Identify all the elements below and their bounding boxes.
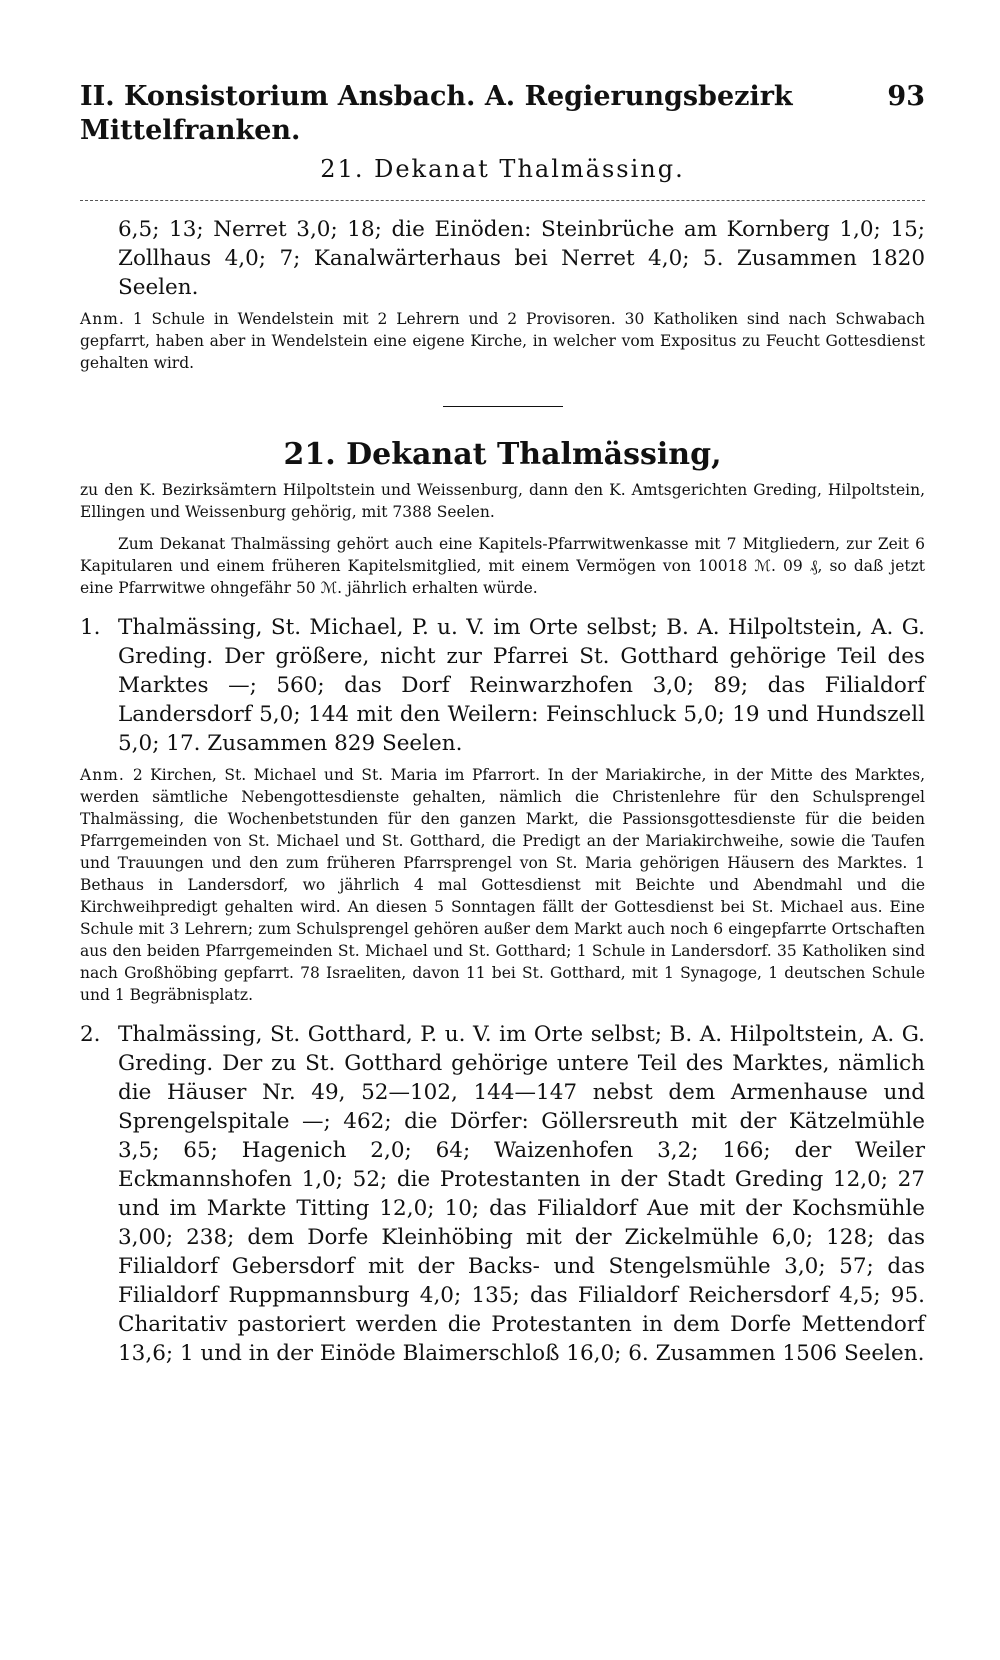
running-head-subtitle: 21. Dekanat Thalmässing. [320, 155, 685, 183]
entry-text: Thalmässing, St. Gotthard, P. u. V. im Orte selbst; B. A. Hilpoltstein, A. G. Greding. Der zu St. Gotthard gehörige untere Teil des Marktes, nämlich die Häuser Nr. 49, 52—102, 144—147 nebst dem Armenhause und Sprengelspitale —; 462; die Dörfer: Göllersreuth mit der Kätzelmühle 3,5; 65; Hagenich 2,0; 64; Waizenhofen 3,2; 166; der Weiler Eckmannshofen 1,0; 52; die Protestanten in der Stadt Greding 12,0; 27 und im Markte Titting 12,0; 10; das Filialdorf Aue mit der Kochsmühle 3,00; 238; dem Dorfe Kleinhöbing mit der Zickelmühle 6,0; 128; das Filialdorf Gebersdorf mit der Backs- und Stengelsmühle 3,0; 57; das Filialdorf Ruppmannsburg 4,0; 135; das Filialdorf Reichersdorf 4,5; 95. Charitativ pastoriert werden die Protestanten in dem Dorfe Mettendorf 13,6; 1 und in der Einöde Blaimerschloß 16,0; 6. Zusammen 1506 Seelen. [118, 1022, 925, 1366]
section-divider [443, 406, 563, 407]
entry-note [80, 764, 925, 1006]
continuation-paragraph: 6,5; 13; Nerret 3,0; 18; die Einöden: Steinbrüche am Kornberg 1,0; 15; Zollhaus 4,0; 7; Kanalwärterhaus bei Nerret 4,0; 5. Zusammen 1820 Seelen. [118, 217, 925, 300]
section-subtitle: zu den K. Bezirksämtern Hilpoltstein und Weissenburg, dann den K. Amtsgerichten Greding, Hilpoltstein, Ellingen und Weissenburg gehörig, mit 7388 Seelen. [80, 481, 925, 521]
list-item [80, 1020, 925, 1368]
note-label: Anm. [80, 310, 125, 328]
entry-number: 2. [80, 1022, 101, 1047]
continuation-note [80, 308, 925, 374]
entry-text: Thalmässing, St. Michael, P. u. V. im Orte selbst; B. A. Hilpoltstein, A. G. Greding. Der größere, nicht zur Pfarrei St. Gotthard gehörige Teil des Marktes —; 560; das Dorf Reinwarzhofen 3,0; 89; das Filialdorf Landersdorf 5,0; 144 mit den Weilern: Feinschluck 5,0; 19 und Hundszell 5,0; 17. Zusammen 829 Seelen. [118, 615, 925, 756]
note-text: 2 Kirchen, St. Michael und St. Maria im Pfarrort. In der Mariakirche, in der Mitte des Marktes, werden sämtliche Nebengottesdienste gehalten, nämlich die Christenlehre für den Schulsprengel Thalmässing, die Wochenbetstunden für den ganzen Markt, die Passionsgottesdienste für die beiden Pfarrgemeinden von St. Michael und St. Gotthard, die Predigt an der Mariakirchweihe, sowie die Taufen und Trauungen und den zum früheren Pfarrsprengel von St. Maria gehörigen Häusern des Marktes. 1 Bethaus in Landersdorf, wo jährlich 4 mal Gottesdienst mit Beichte und Abendmahl und die Kirchweihpredigt gehalten wird. An diesen 5 Sonntagen fällt der Gottesdienst bei St. Michael aus. Eine Schule mit 3 Lehrern; zum Schulsprengel gehören außer dem Markt auch noch 6 eingepfarrte Ortschaften aus den beiden Pfarrgemeinden St. Michael und St. Gotthard; 1 Schule in Landersdorf. 35 Katholiken sind nach Großhöbing gepfarrt. 78 Israeliten, davon 11 bei St. Gotthard, mit 1 Synagoge, 1 deutschen Schule und 1 Begräbnisplatz. [80, 766, 925, 1004]
note-label: Anm. [80, 766, 125, 784]
book-page [80, 80, 925, 1368]
entry-number: 1. [80, 615, 101, 640]
running-head [80, 80, 925, 148]
section-intro: Zum Dekanat Thalmässing gehört auch eine Kapitels-Pfarrwitwenkasse mit 7 Mitgliedern, zur Zeit 6 Kapitularen und einem früheren Kapitelsmitglied, mit einem Vermögen von 10018 ℳ. 09 ₰, so daß jetzt eine Pfarrwitwe ohngefähr 50 ℳ. jährlich erhalten würde. [80, 535, 925, 597]
running-head-title: II. Konsistorium Ansbach. A. Regierungsbezirk Mittelfranken. [80, 81, 793, 146]
list-item [80, 613, 925, 1006]
header-divider [80, 200, 925, 201]
page-number: 93 [887, 81, 925, 112]
note-text: 1 Schule in Wendelstein mit 2 Lehrern und 2 Provisoren. 30 Katholiken sind nach Schwabach gepfarrt, haben aber in Wendelstein eine eigene Kirche, in welcher vom Expositus zu Feucht Gottesdienst gehalten wird. [80, 310, 925, 372]
section-title: 21. Dekanat Thalmässing, [283, 437, 722, 472]
